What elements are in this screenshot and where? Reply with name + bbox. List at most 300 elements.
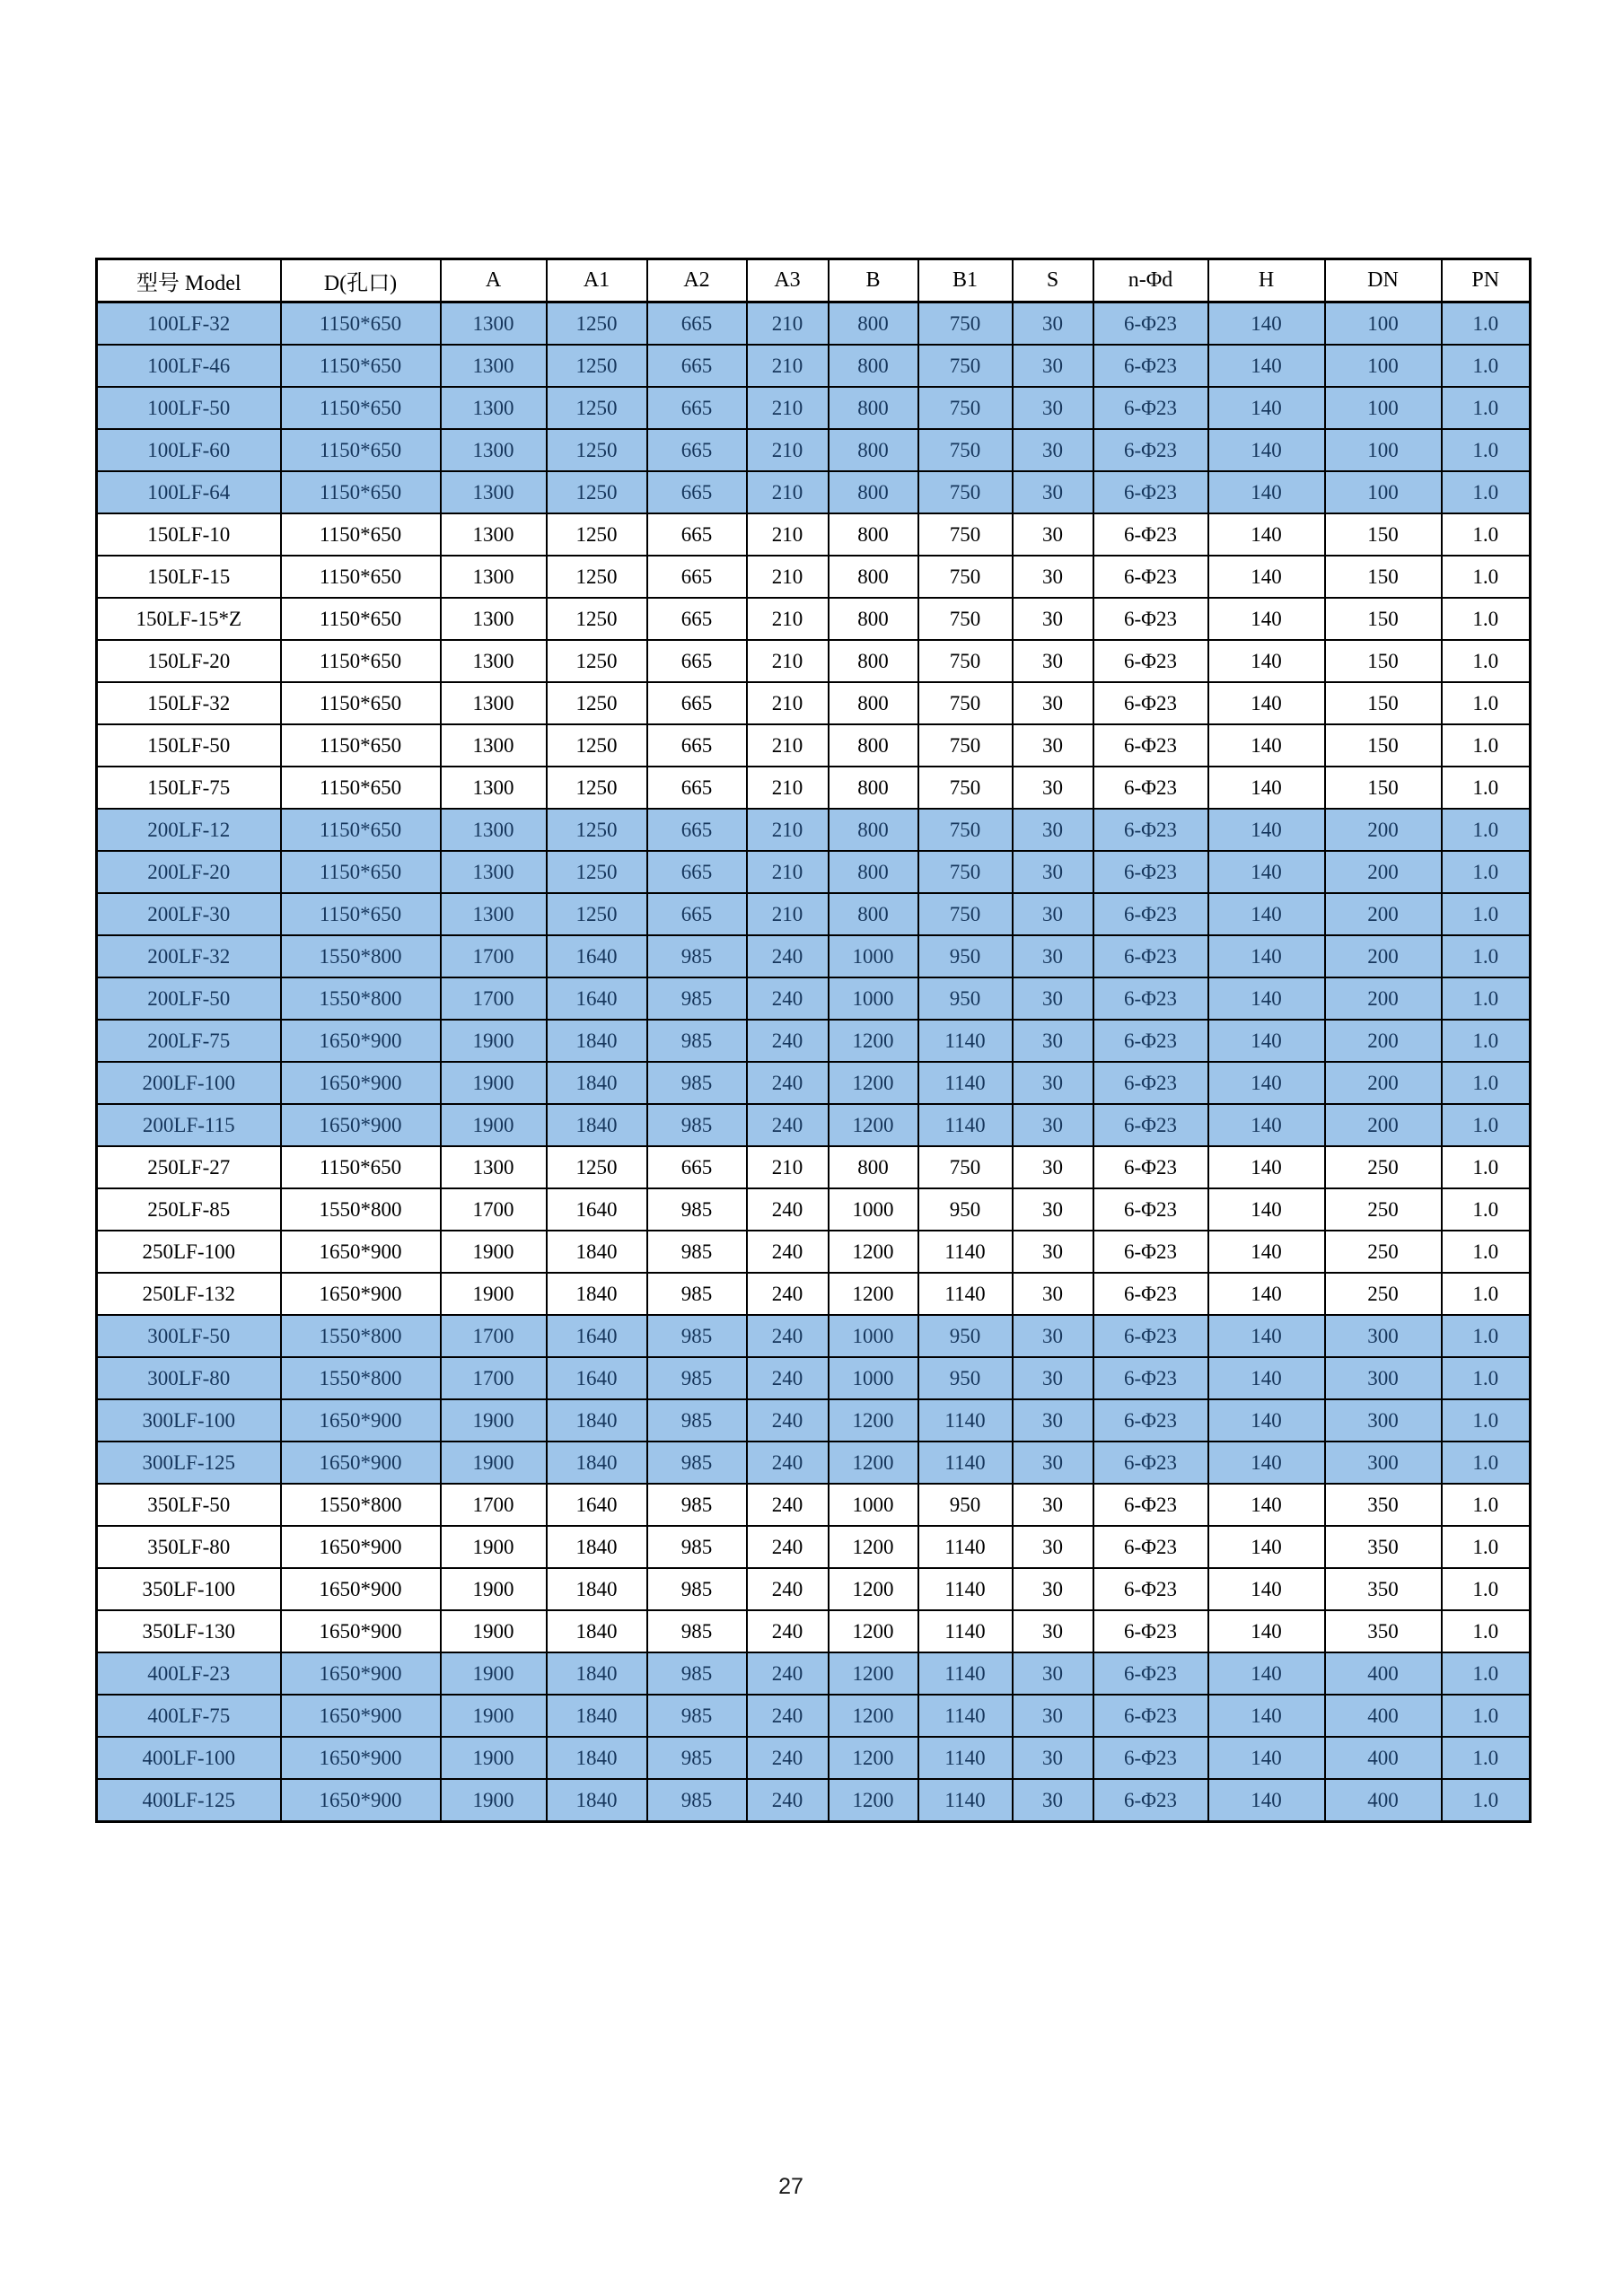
table-cell-dn: 100: [1325, 387, 1442, 429]
table-cell-h: 140: [1208, 471, 1325, 513]
table-cell-n-phi-d: 6-Φ23: [1093, 1526, 1208, 1568]
table-row: [97, 387, 1531, 429]
table-cell-dn: 400: [1325, 1737, 1442, 1779]
table-cell-a1: 1840: [547, 1779, 647, 1822]
table-cell-dn: 350: [1325, 1484, 1442, 1526]
table-cell-a1: 1250: [547, 851, 647, 893]
table-cell-pn: 1.0: [1442, 387, 1531, 429]
table-cell-n-phi-d: 6-Φ23: [1093, 471, 1208, 513]
table-cell-d: 1650*900: [281, 1442, 441, 1484]
table-cell-dn: 100: [1325, 302, 1442, 346]
table-cell-a2: 665: [647, 471, 747, 513]
table-cell-a2: 985: [647, 1610, 747, 1652]
table-cell-a1: 1250: [547, 471, 647, 513]
table-cell-a2: 985: [647, 1104, 747, 1146]
table-cell-a1: 1840: [547, 1231, 647, 1273]
table-row: [97, 471, 1531, 513]
table-cell-d: 1650*900: [281, 1062, 441, 1104]
table-cell-pn: 1.0: [1442, 1357, 1531, 1399]
table-cell-pn: 1.0: [1442, 471, 1531, 513]
table-cell-s: 30: [1013, 429, 1093, 471]
table-cell-h: 140: [1208, 302, 1325, 346]
table-cell-pn: 1.0: [1442, 1737, 1531, 1779]
table-cell-d: 1650*900: [281, 1695, 441, 1737]
table-cell-n-phi-d: 6-Φ23: [1093, 1737, 1208, 1779]
table-cell-pn: 1.0: [1442, 513, 1531, 556]
table-cell-n-phi-d: 6-Φ23: [1093, 598, 1208, 640]
table-cell-dn: 200: [1325, 809, 1442, 851]
table-cell-d: 1150*650: [281, 767, 441, 809]
table-cell-h: 140: [1208, 1315, 1325, 1357]
table-cell-a3: 240: [747, 935, 829, 977]
table-cell-b1: 950: [918, 1484, 1013, 1526]
spec-table: [95, 258, 1532, 1823]
table-cell-b1: 950: [918, 1188, 1013, 1231]
table-cell-b1: 1140: [918, 1695, 1013, 1737]
table-cell-a2: 985: [647, 1020, 747, 1062]
table-row: [97, 809, 1531, 851]
table-cell-b: 800: [829, 893, 918, 935]
table-cell-d: 1550*800: [281, 977, 441, 1020]
table-cell-model: 250LF-100: [97, 1231, 281, 1273]
column-header-model: 型号 Model: [97, 259, 281, 302]
table-cell-dn: 350: [1325, 1568, 1442, 1610]
table-cell-a3: 240: [747, 1779, 829, 1822]
table-cell-b: 800: [829, 767, 918, 809]
table-cell-b1: 750: [918, 513, 1013, 556]
table-cell-b: 800: [829, 1146, 918, 1188]
table-cell-s: 30: [1013, 1104, 1093, 1146]
table-cell-a1: 1640: [547, 1484, 647, 1526]
table-cell-n-phi-d: 6-Φ23: [1093, 1695, 1208, 1737]
table-cell-d: 1550*800: [281, 1188, 441, 1231]
table-cell-pn: 1.0: [1442, 1231, 1531, 1273]
table-cell-b: 800: [829, 429, 918, 471]
table-cell-h: 140: [1208, 724, 1325, 767]
table-cell-b: 1200: [829, 1610, 918, 1652]
column-header-a3: A3: [747, 259, 829, 302]
table-row: [97, 1695, 1531, 1737]
table-cell-model: 200LF-12: [97, 809, 281, 851]
table-row: [97, 1231, 1531, 1273]
table-cell-b1: 750: [918, 724, 1013, 767]
table-cell-b1: 750: [918, 682, 1013, 724]
table-cell-h: 140: [1208, 935, 1325, 977]
table-cell-dn: 250: [1325, 1188, 1442, 1231]
table-cell-h: 140: [1208, 1526, 1325, 1568]
table-cell-a2: 665: [647, 302, 747, 346]
table-cell-s: 30: [1013, 1146, 1093, 1188]
table-cell-a1: 1250: [547, 724, 647, 767]
table-row: [97, 1442, 1531, 1484]
table-cell-b1: 1140: [918, 1442, 1013, 1484]
table-cell-b: 1000: [829, 977, 918, 1020]
table-cell-pn: 1.0: [1442, 1568, 1531, 1610]
table-cell-n-phi-d: 6-Φ23: [1093, 1779, 1208, 1822]
table-cell-b: 1000: [829, 1357, 918, 1399]
table-cell-s: 30: [1013, 1526, 1093, 1568]
table-cell-model: 150LF-20: [97, 640, 281, 682]
table-cell-b1: 1140: [918, 1062, 1013, 1104]
table-cell-h: 140: [1208, 1779, 1325, 1822]
table-cell-dn: 150: [1325, 767, 1442, 809]
table-cell-n-phi-d: 6-Φ23: [1093, 1442, 1208, 1484]
table-cell-a2: 985: [647, 1357, 747, 1399]
table-cell-a: 1900: [441, 1020, 547, 1062]
table-cell-h: 140: [1208, 345, 1325, 387]
table-cell-pn: 1.0: [1442, 1442, 1531, 1484]
table-cell-b1: 1140: [918, 1652, 1013, 1695]
table-cell-n-phi-d: 6-Φ23: [1093, 1484, 1208, 1526]
table-row: [97, 1062, 1531, 1104]
table-row: [97, 1526, 1531, 1568]
table-cell-model: 200LF-115: [97, 1104, 281, 1146]
table-cell-a1: 1640: [547, 1357, 647, 1399]
table-cell-n-phi-d: 6-Φ23: [1093, 1020, 1208, 1062]
table-cell-a3: 240: [747, 1020, 829, 1062]
table-row: [97, 1273, 1531, 1315]
table-cell-n-phi-d: 6-Φ23: [1093, 1652, 1208, 1695]
table-cell-a: 1300: [441, 513, 547, 556]
table-cell-a2: 985: [647, 1062, 747, 1104]
table-cell-a1: 1840: [547, 1695, 647, 1737]
table-cell-model: 100LF-60: [97, 429, 281, 471]
table-cell-dn: 150: [1325, 556, 1442, 598]
table-cell-dn: 100: [1325, 471, 1442, 513]
table-cell-a2: 665: [647, 893, 747, 935]
table-cell-a3: 210: [747, 809, 829, 851]
table-cell-d: 1150*650: [281, 598, 441, 640]
table-cell-model: 200LF-50: [97, 977, 281, 1020]
table-cell-pn: 1.0: [1442, 851, 1531, 893]
table-cell-h: 140: [1208, 1652, 1325, 1695]
table-cell-n-phi-d: 6-Φ23: [1093, 1273, 1208, 1315]
table-cell-a1: 1640: [547, 977, 647, 1020]
table-cell-d: 1150*650: [281, 429, 441, 471]
table-cell-model: 300LF-125: [97, 1442, 281, 1484]
table-cell-d: 1150*650: [281, 387, 441, 429]
table-cell-model: 300LF-50: [97, 1315, 281, 1357]
table-cell-model: 200LF-32: [97, 935, 281, 977]
table-cell-a2: 985: [647, 1568, 747, 1610]
table-cell-n-phi-d: 6-Φ23: [1093, 893, 1208, 935]
table-cell-s: 30: [1013, 1737, 1093, 1779]
table-cell-b1: 950: [918, 1357, 1013, 1399]
table-cell-h: 140: [1208, 1357, 1325, 1399]
table-cell-a2: 665: [647, 387, 747, 429]
table-cell-dn: 250: [1325, 1146, 1442, 1188]
table-cell-a1: 1840: [547, 1273, 647, 1315]
table-cell-model: 150LF-10: [97, 513, 281, 556]
table-cell-n-phi-d: 6-Φ23: [1093, 1610, 1208, 1652]
table-cell-b: 800: [829, 302, 918, 346]
table-cell-s: 30: [1013, 302, 1093, 346]
table-cell-dn: 400: [1325, 1695, 1442, 1737]
table-cell-a1: 1250: [547, 1146, 647, 1188]
table-cell-s: 30: [1013, 1231, 1093, 1273]
table-cell-a: 1700: [441, 1357, 547, 1399]
table-cell-h: 140: [1208, 893, 1325, 935]
table-cell-n-phi-d: 6-Φ23: [1093, 767, 1208, 809]
table-cell-h: 140: [1208, 1020, 1325, 1062]
table-cell-model: 150LF-75: [97, 767, 281, 809]
table-cell-a: 1300: [441, 724, 547, 767]
table-cell-h: 140: [1208, 1442, 1325, 1484]
table-cell-n-phi-d: 6-Φ23: [1093, 1146, 1208, 1188]
table-cell-n-phi-d: 6-Φ23: [1093, 1188, 1208, 1231]
table-cell-b: 1200: [829, 1020, 918, 1062]
table-cell-s: 30: [1013, 767, 1093, 809]
table-cell-a2: 985: [647, 1442, 747, 1484]
table-cell-a1: 1840: [547, 1442, 647, 1484]
table-cell-a: 1300: [441, 640, 547, 682]
table-cell-b: 1200: [829, 1062, 918, 1104]
table-cell-b1: 750: [918, 387, 1013, 429]
table-cell-b1: 1140: [918, 1231, 1013, 1273]
table-cell-a: 1300: [441, 471, 547, 513]
table-cell-n-phi-d: 6-Φ23: [1093, 682, 1208, 724]
table-cell-a1: 1640: [547, 935, 647, 977]
table-cell-model: 250LF-85: [97, 1188, 281, 1231]
column-header-dn: DN: [1325, 259, 1442, 302]
table-cell-b1: 1140: [918, 1610, 1013, 1652]
table-cell-a3: 240: [747, 1104, 829, 1146]
table-cell-a: 1900: [441, 1399, 547, 1442]
table-cell-d: 1550*800: [281, 1315, 441, 1357]
table-cell-a3: 210: [747, 893, 829, 935]
table-row: [97, 724, 1531, 767]
table-cell-b: 800: [829, 724, 918, 767]
table-cell-h: 140: [1208, 598, 1325, 640]
table-cell-a1: 1640: [547, 1315, 647, 1357]
table-cell-b: 1000: [829, 1484, 918, 1526]
table-cell-b1: 950: [918, 1315, 1013, 1357]
table-cell-d: 1650*900: [281, 1020, 441, 1062]
table-cell-pn: 1.0: [1442, 1399, 1531, 1442]
table-cell-n-phi-d: 6-Φ23: [1093, 345, 1208, 387]
table-cell-a1: 1840: [547, 1737, 647, 1779]
table-row: [97, 1020, 1531, 1062]
table-cell-dn: 350: [1325, 1610, 1442, 1652]
table-cell-dn: 300: [1325, 1442, 1442, 1484]
table-cell-s: 30: [1013, 1357, 1093, 1399]
table-cell-a: 1300: [441, 1146, 547, 1188]
table-cell-a2: 665: [647, 809, 747, 851]
table-cell-a3: 210: [747, 302, 829, 346]
table-cell-n-phi-d: 6-Φ23: [1093, 724, 1208, 767]
table-cell-model: 350LF-100: [97, 1568, 281, 1610]
table-cell-a3: 240: [747, 1188, 829, 1231]
table-cell-dn: 150: [1325, 724, 1442, 767]
column-header-a: A: [441, 259, 547, 302]
table-cell-a2: 985: [647, 1315, 747, 1357]
table-cell-b: 1200: [829, 1652, 918, 1695]
table-cell-h: 140: [1208, 809, 1325, 851]
table-cell-b: 1200: [829, 1526, 918, 1568]
table-cell-model: 350LF-50: [97, 1484, 281, 1526]
table-cell-a1: 1250: [547, 893, 647, 935]
table-row: [97, 935, 1531, 977]
table-cell-d: 1650*900: [281, 1526, 441, 1568]
table-cell-dn: 300: [1325, 1399, 1442, 1442]
table-cell-a2: 985: [647, 1779, 747, 1822]
column-header-h: H: [1208, 259, 1325, 302]
table-cell-b: 800: [829, 556, 918, 598]
table-cell-dn: 150: [1325, 598, 1442, 640]
table-cell-s: 30: [1013, 387, 1093, 429]
table-cell-h: 140: [1208, 1695, 1325, 1737]
table-cell-dn: 200: [1325, 1062, 1442, 1104]
table-cell-a2: 985: [647, 1484, 747, 1526]
table-cell-model: 250LF-132: [97, 1273, 281, 1315]
table-cell-n-phi-d: 6-Φ23: [1093, 556, 1208, 598]
table-cell-pn: 1.0: [1442, 1273, 1531, 1315]
table-cell-h: 140: [1208, 556, 1325, 598]
table-cell-a2: 665: [647, 429, 747, 471]
table-cell-b1: 750: [918, 809, 1013, 851]
table-cell-a3: 210: [747, 1146, 829, 1188]
table-cell-a2: 985: [647, 1526, 747, 1568]
table-cell-a3: 210: [747, 767, 829, 809]
table-cell-a3: 240: [747, 1315, 829, 1357]
table-cell-model: 200LF-30: [97, 893, 281, 935]
table-cell-b1: 750: [918, 429, 1013, 471]
column-header-a1: A1: [547, 259, 647, 302]
table-cell-b1: 750: [918, 302, 1013, 346]
table-row: [97, 1315, 1531, 1357]
table-row: [97, 556, 1531, 598]
table-cell-s: 30: [1013, 1652, 1093, 1695]
table-cell-a3: 240: [747, 1399, 829, 1442]
table-cell-b1: 950: [918, 977, 1013, 1020]
table-cell-a: 1300: [441, 851, 547, 893]
table-cell-b: 1200: [829, 1273, 918, 1315]
table-cell-a: 1900: [441, 1526, 547, 1568]
table-cell-a: 1900: [441, 1442, 547, 1484]
table-cell-a3: 210: [747, 345, 829, 387]
table-cell-a3: 240: [747, 1062, 829, 1104]
table-cell-model: 100LF-64: [97, 471, 281, 513]
table-cell-b1: 1140: [918, 1779, 1013, 1822]
table-cell-model: 400LF-23: [97, 1652, 281, 1695]
table-cell-b: 1200: [829, 1442, 918, 1484]
spec-table-body: [97, 302, 1531, 1822]
table-cell-a: 1300: [441, 893, 547, 935]
table-row: [97, 977, 1531, 1020]
table-cell-pn: 1.0: [1442, 809, 1531, 851]
table-cell-a2: 665: [647, 598, 747, 640]
table-cell-s: 30: [1013, 1484, 1093, 1526]
table-cell-h: 140: [1208, 1568, 1325, 1610]
table-cell-s: 30: [1013, 1062, 1093, 1104]
table-row: [97, 682, 1531, 724]
table-cell-h: 140: [1208, 1273, 1325, 1315]
table-cell-n-phi-d: 6-Φ23: [1093, 851, 1208, 893]
table-cell-h: 140: [1208, 640, 1325, 682]
table-cell-model: 150LF-15: [97, 556, 281, 598]
table-cell-a1: 1840: [547, 1526, 647, 1568]
column-header-a2: A2: [647, 259, 747, 302]
table-cell-dn: 300: [1325, 1357, 1442, 1399]
table-cell-dn: 200: [1325, 851, 1442, 893]
table-cell-a2: 665: [647, 767, 747, 809]
table-cell-a3: 240: [747, 1568, 829, 1610]
table-cell-model: 350LF-130: [97, 1610, 281, 1652]
table-cell-a: 1700: [441, 1315, 547, 1357]
table-cell-b: 1200: [829, 1399, 918, 1442]
table-cell-model: 400LF-100: [97, 1737, 281, 1779]
table-row: [97, 851, 1531, 893]
table-cell-a3: 210: [747, 851, 829, 893]
table-cell-pn: 1.0: [1442, 935, 1531, 977]
table-cell-b1: 750: [918, 1146, 1013, 1188]
table-cell-a: 1300: [441, 598, 547, 640]
table-cell-b1: 950: [918, 935, 1013, 977]
table-cell-b1: 1140: [918, 1104, 1013, 1146]
table-row: [97, 1188, 1531, 1231]
table-cell-h: 140: [1208, 1146, 1325, 1188]
table-cell-s: 30: [1013, 1779, 1093, 1822]
table-cell-a2: 665: [647, 851, 747, 893]
table-cell-model: 100LF-50: [97, 387, 281, 429]
table-cell-a: 1300: [441, 767, 547, 809]
table-cell-a: 1900: [441, 1779, 547, 1822]
table-cell-b1: 750: [918, 767, 1013, 809]
column-header-b: B: [829, 259, 918, 302]
table-cell-b1: 1140: [918, 1399, 1013, 1442]
table-cell-n-phi-d: 6-Φ23: [1093, 1062, 1208, 1104]
table-cell-d: 1150*650: [281, 682, 441, 724]
table-cell-a1: 1840: [547, 1104, 647, 1146]
table-cell-b: 1200: [829, 1104, 918, 1146]
table-cell-model: 100LF-32: [97, 302, 281, 346]
table-cell-a1: 1840: [547, 1568, 647, 1610]
table-cell-dn: 350: [1325, 1526, 1442, 1568]
table-cell-a: 1300: [441, 556, 547, 598]
table-cell-s: 30: [1013, 640, 1093, 682]
table-row: [97, 598, 1531, 640]
table-cell-model: 200LF-100: [97, 1062, 281, 1104]
table-cell-a3: 240: [747, 1526, 829, 1568]
table-cell-b: 800: [829, 345, 918, 387]
table-cell-b1: 750: [918, 345, 1013, 387]
table-cell-b: 800: [829, 809, 918, 851]
table-cell-pn: 1.0: [1442, 1695, 1531, 1737]
table-cell-d: 1150*650: [281, 851, 441, 893]
table-cell-pn: 1.0: [1442, 1652, 1531, 1695]
table-cell-d: 1550*800: [281, 935, 441, 977]
table-cell-model: 400LF-75: [97, 1695, 281, 1737]
table-cell-s: 30: [1013, 977, 1093, 1020]
table-cell-a3: 240: [747, 1442, 829, 1484]
table-cell-pn: 1.0: [1442, 1484, 1531, 1526]
table-cell-n-phi-d: 6-Φ23: [1093, 387, 1208, 429]
table-cell-pn: 1.0: [1442, 1020, 1531, 1062]
table-cell-b1: 750: [918, 556, 1013, 598]
table-cell-a3: 240: [747, 977, 829, 1020]
table-cell-model: 100LF-46: [97, 345, 281, 387]
table-cell-pn: 1.0: [1442, 893, 1531, 935]
table-cell-dn: 400: [1325, 1779, 1442, 1822]
table-cell-b1: 1140: [918, 1737, 1013, 1779]
table-cell-a: 1900: [441, 1231, 547, 1273]
column-header-n-phi-d: n-Φd: [1093, 259, 1208, 302]
table-cell-dn: 250: [1325, 1273, 1442, 1315]
table-cell-pn: 1.0: [1442, 345, 1531, 387]
table-cell-b: 800: [829, 851, 918, 893]
table-cell-a2: 665: [647, 1146, 747, 1188]
table-cell-a1: 1840: [547, 1020, 647, 1062]
